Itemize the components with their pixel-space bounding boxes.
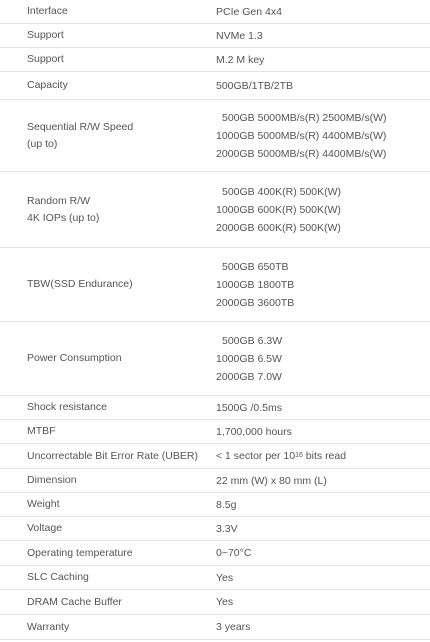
spec-value (216, 248, 294, 321)
spec-label: SLC Caching (27, 571, 89, 583)
spec-row-weight (0, 493, 430, 517)
spec-label-line: (up to) (27, 137, 58, 150)
spec-label: Capacity (27, 79, 68, 91)
spec-label-line: Sequential R/W Speed (27, 120, 134, 133)
spec-value: 3 years (216, 621, 251, 633)
spec-label: Power Consumption (27, 352, 122, 364)
spec-label: Uncorrectable Bit Error Rate (UBER) (27, 449, 198, 462)
spec-label: Interface (27, 5, 68, 17)
spec-label: MTBF (27, 425, 56, 437)
spec-label-line: 4K IOPs (up to) (27, 211, 100, 224)
spec-label: Shock resistance (27, 401, 107, 413)
spec-value: PCIe Gen 4x4 (216, 5, 282, 18)
spec-value: 22 mm (W) x 80 mm (L) (216, 474, 327, 487)
spec-label: Support (27, 53, 64, 65)
spec-value-line: 1000GB 6.5W (216, 352, 282, 365)
spec-value-post: bits read (302, 450, 347, 462)
spec-label-line: Random R/W (27, 194, 91, 207)
spec-value: NVMe 1.3 (216, 29, 263, 42)
spec-row-mtbf (0, 420, 430, 444)
spec-value-line: 2000GB 600K(R) 500K(W) (216, 221, 341, 234)
spec-value: Yes (216, 596, 234, 608)
spec-value-line: 1000GB 600K(R) 500K(W) (216, 203, 341, 216)
spec-value-line: 2000GB 7.0W (216, 370, 282, 383)
spec-value: 8.5g (216, 498, 237, 511)
spec-value-line: 500GB 6.3W (222, 334, 283, 347)
spec-row-support-m2 (0, 48, 430, 72)
spec-value-line: 1000GB 1800TB (216, 278, 295, 291)
spec-value-line: 500GB 400K(R) 500K(W) (222, 185, 342, 198)
spec-row-random-rw (0, 172, 430, 248)
spec-value: M.2 M key (216, 53, 265, 66)
spec-value: 0~70°C (216, 547, 252, 559)
spec-value (216, 100, 387, 171)
spec-value (216, 172, 341, 247)
spec-value (216, 322, 282, 395)
spec-label (27, 100, 133, 171)
spec-label: Support (27, 29, 64, 41)
spec-label: DRAM Cache Buffer (27, 595, 122, 608)
spec-label (27, 172, 99, 247)
spec-value: Yes (216, 571, 234, 584)
spec-label: TBW(SSD Endurance) (27, 278, 133, 290)
spec-row-dimension (0, 469, 430, 493)
spec-row-dram-cache-buffer (0, 590, 430, 615)
spec-value-line: 500GB 650TB (222, 260, 289, 273)
spec-row-shock-resistance (0, 396, 430, 420)
spec-value-line: 1000GB 5000MB/s(R) 4400MB/s(W) (216, 129, 387, 142)
spec-row-tbw (0, 248, 430, 322)
spec-value: 500GB/1TB/2TB (216, 79, 294, 92)
spec-value-line: 2000GB 5000MB/s(R) 4400MB/s(W) (216, 147, 387, 160)
spec-label: Warranty (27, 620, 70, 633)
spec-value: < 1 sector per 10 16 bits read (216, 450, 347, 462)
spec-label: Weight (27, 498, 60, 510)
spec-value: 3.3V (216, 522, 238, 535)
spec-row-uber (0, 444, 430, 469)
spec-value-line: 2000GB 3600TB (216, 296, 295, 309)
spec-label: Operating temperature (27, 546, 133, 559)
spec-value: 1,700,000 hours (216, 425, 292, 438)
spec-row-slc-caching (0, 566, 430, 590)
spec-value-line: 500GB 5000MB/s(R) 2500MB/s(W) (222, 111, 387, 124)
spec-row-power-consumption (0, 322, 430, 396)
spec-row-sequential-speed (0, 100, 430, 172)
spec-row-interface (0, 0, 430, 24)
spec-label: Voltage (27, 522, 63, 534)
spec-row-voltage (0, 517, 430, 541)
spec-row-warranty (0, 615, 430, 640)
spec-label: Dimension (27, 474, 77, 486)
spec-row-capacity (0, 72, 430, 100)
spec-value-pre: < 1 sector per 10 (216, 450, 296, 462)
spec-row-support-nvme (0, 24, 430, 48)
spec-value: 1500G /0.5ms (216, 401, 282, 414)
spec-row-operating-temperature (0, 541, 430, 566)
